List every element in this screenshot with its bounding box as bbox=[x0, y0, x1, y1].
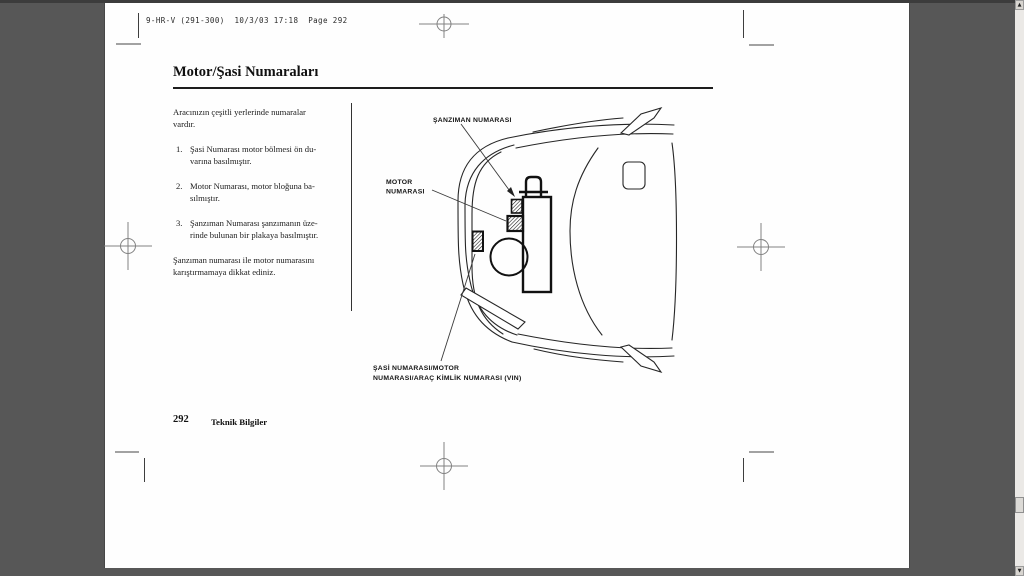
crop-dash-bottom-right bbox=[749, 451, 774, 453]
intro-paragraph: Aracınızın çeşitli yerlerinde numaralar vardır. bbox=[173, 107, 306, 129]
body-text-column bbox=[173, 106, 351, 291]
note-paragraph: Şanzıman numarası ile motor numarasını karıştırmamaya dikkat ediniz. bbox=[173, 255, 315, 277]
crop-mark-top-left bbox=[138, 13, 139, 38]
page-title: Motor/Şasi Numaraları bbox=[173, 64, 319, 80]
vin-number-plate bbox=[473, 232, 484, 252]
crop-dash-top-left bbox=[116, 43, 141, 45]
engine-number-label-line1: MOTOR bbox=[386, 179, 413, 186]
page-number: 292 bbox=[173, 414, 189, 425]
vin-label-line2: NUMARASI/ARAÇ KİMLİK NUMARASI (VIN) bbox=[373, 375, 522, 382]
title-rule bbox=[173, 87, 713, 89]
crop-mark-top-right bbox=[743, 10, 744, 38]
crop-mark-bottom-left bbox=[144, 458, 145, 482]
list-number: 2. bbox=[176, 181, 183, 191]
section-title: Teknik Bilgiler bbox=[211, 417, 268, 427]
leader-line-engine bbox=[432, 190, 506, 221]
list-number: 3. bbox=[176, 218, 183, 228]
scroll-down-button[interactable]: ▼ bbox=[1015, 566, 1024, 576]
registration-mark-icon bbox=[735, 221, 787, 273]
list-number: 1. bbox=[176, 144, 183, 154]
engine-block bbox=[491, 177, 552, 292]
list-item: 2. Motor Numarası, motor bloğuna ba- sılmıştır. bbox=[176, 181, 315, 203]
registration-mark-icon bbox=[418, 440, 470, 492]
list-item: 1. Şasi Numarası motor bölmesi ön du- varına basılmıştır. bbox=[176, 144, 317, 166]
print-imprint: 9-HR-V (291-300) 10/3/03 17:18 Page 292 bbox=[146, 16, 348, 25]
scrollbar-thumb[interactable] bbox=[1015, 497, 1024, 513]
crop-dash-top-right bbox=[749, 44, 774, 46]
scrollbar[interactable] bbox=[1015, 0, 1024, 576]
car-body-outline bbox=[458, 108, 677, 372]
engine-number-label-line2: NUMARASI bbox=[386, 188, 425, 196]
registration-mark-icon bbox=[418, 0, 470, 50]
column-divider bbox=[351, 103, 352, 311]
engine-bay-diagram bbox=[371, 103, 701, 393]
vin-label-line1: ŞASİ NUMARASI/MOTOR bbox=[373, 365, 460, 372]
transmission-number-label: ŞANZIMAN NUMARASI bbox=[433, 117, 512, 124]
registration-mark-icon bbox=[102, 220, 154, 272]
transmission-number-plate bbox=[512, 200, 523, 214]
document-page bbox=[104, 3, 910, 568]
crop-dash-bottom-left bbox=[115, 451, 139, 453]
list-item: 3. Şanzıman Numarası şanzımanın üze- rinde bulunan bir plakaya basılmıştır. bbox=[176, 218, 319, 240]
leader-line-vin bbox=[441, 254, 475, 361]
scroll-up-button[interactable]: ▲ bbox=[1015, 0, 1024, 10]
engine-number-plate bbox=[508, 216, 524, 231]
crop-mark-bottom-right bbox=[743, 458, 744, 482]
